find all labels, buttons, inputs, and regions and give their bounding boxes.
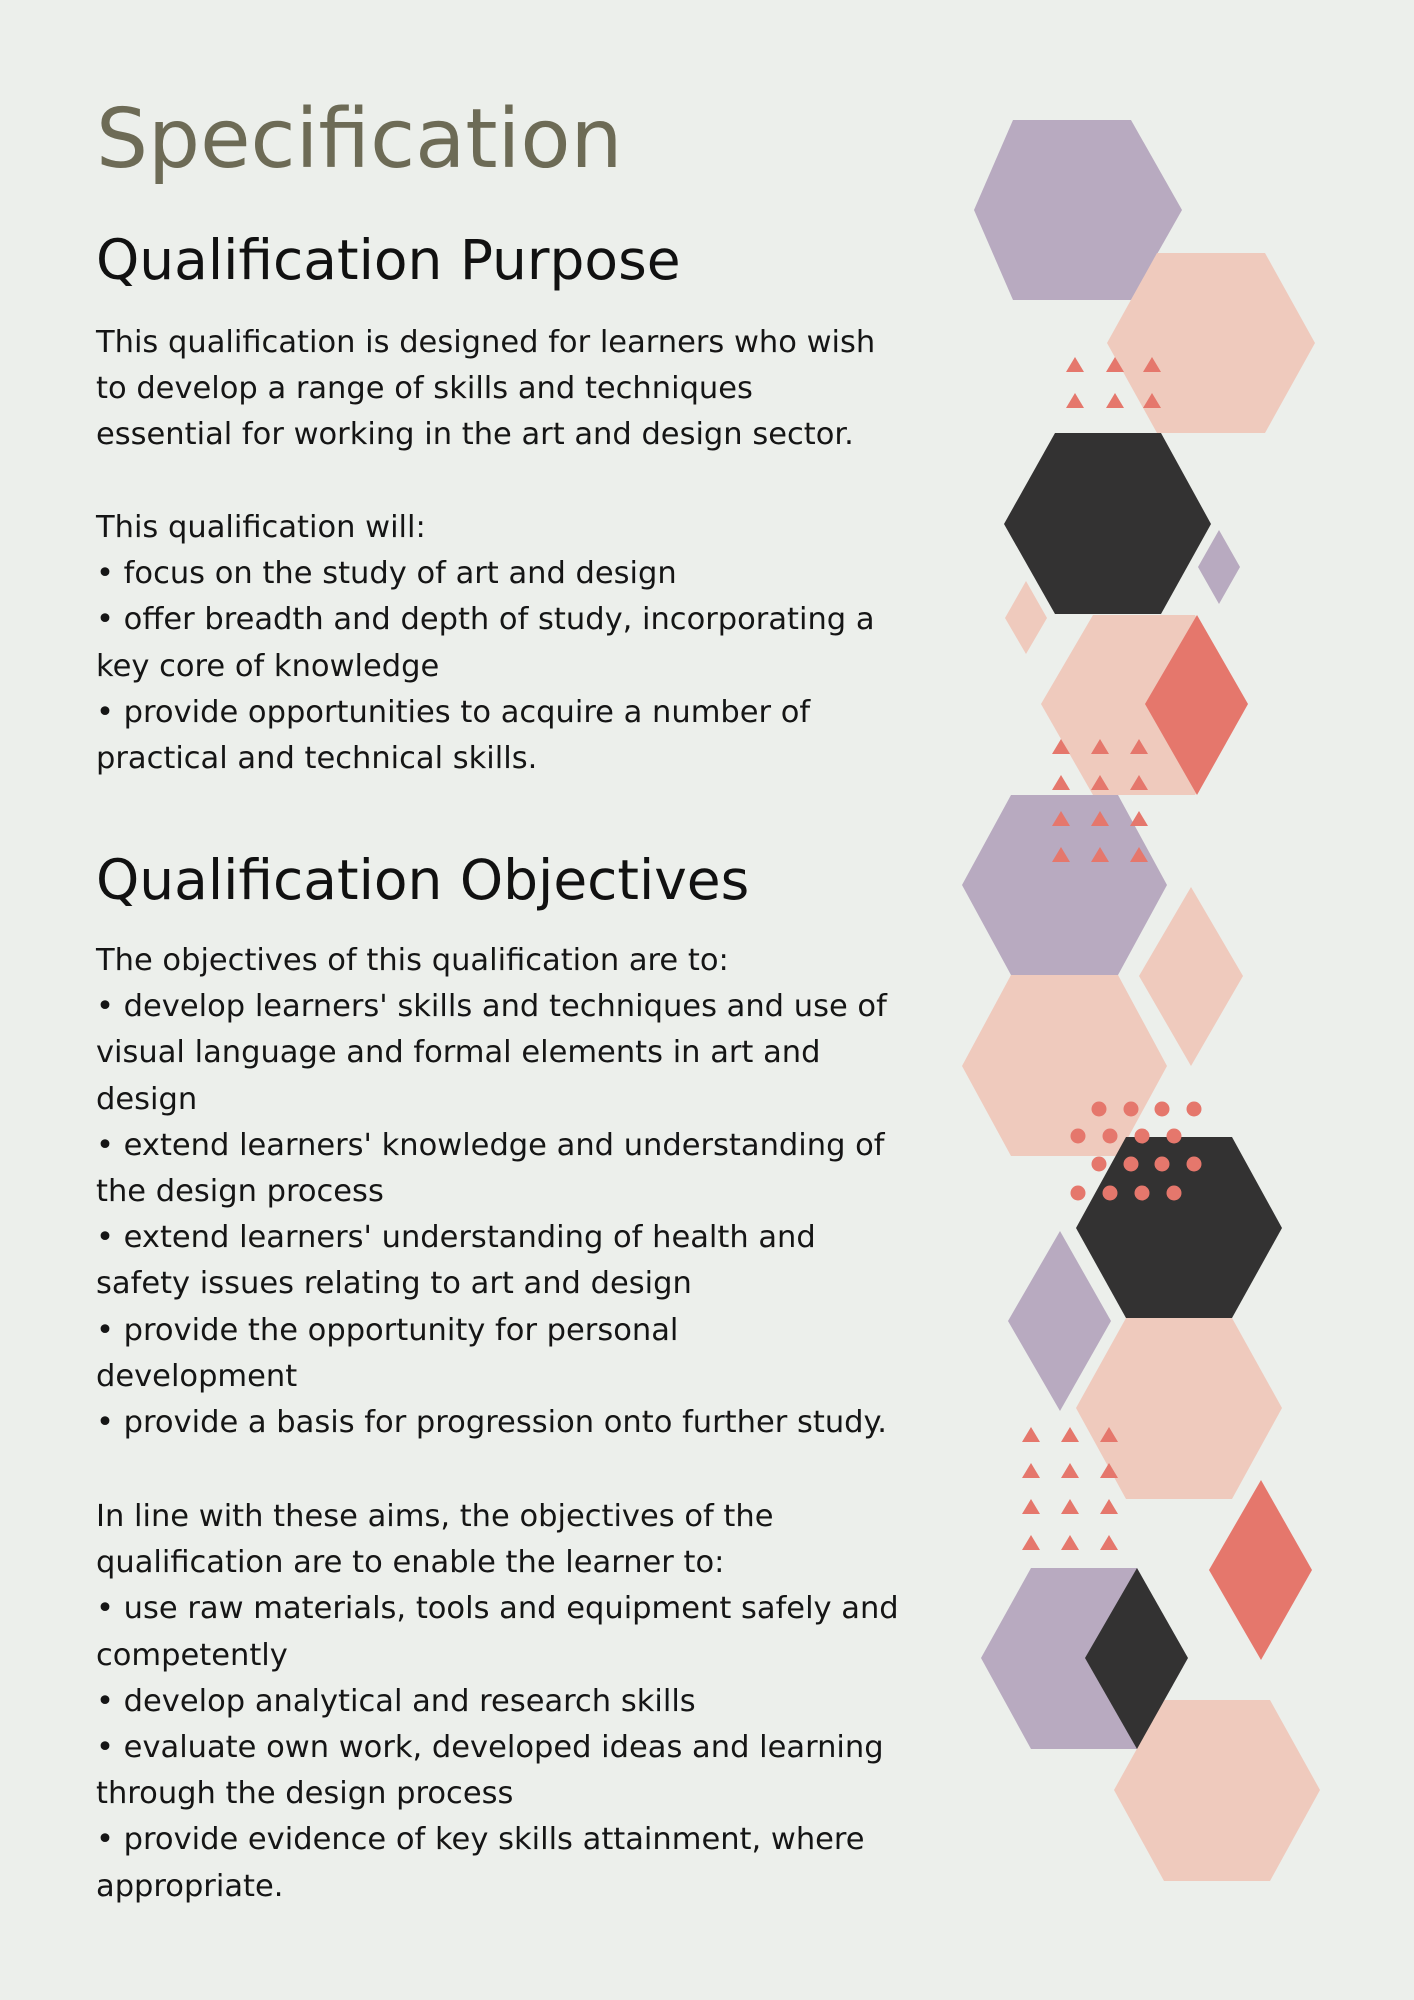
dot-mark — [1155, 1102, 1170, 1117]
text-line: through the design process — [96, 1776, 514, 1812]
triangle-mark — [1106, 393, 1124, 408]
list-item: • provide evidence of key skills attainment, where — [96, 1822, 865, 1858]
triangle-mark — [1130, 811, 1148, 826]
diamond-shape — [1198, 530, 1240, 604]
triangle-mark — [1061, 1499, 1079, 1514]
triangle-mark — [1100, 1499, 1118, 1514]
triangle-mark — [1066, 357, 1084, 372]
dot-mark — [1092, 1102, 1107, 1117]
text-line: appropriate. — [96, 1868, 284, 1904]
hexagon-shape — [962, 975, 1167, 1156]
page-title: Specification — [96, 92, 623, 187]
dot-mark — [1103, 1186, 1118, 1201]
text-line: visual language and formal elements in art and — [96, 1035, 821, 1071]
hexagon-shape — [1004, 433, 1211, 614]
text-line: to develop a range of skills and techniques — [96, 371, 753, 407]
dot-mark — [1167, 1129, 1182, 1144]
triangle-mark — [1061, 1535, 1079, 1550]
list-item: • develop analytical and research skills — [96, 1683, 696, 1719]
objectives-heading: Qualification Objectives — [96, 848, 750, 912]
triangle-mark — [1022, 1499, 1040, 1514]
triangle-mark — [1022, 1463, 1040, 1478]
triangle-mark — [1052, 775, 1070, 790]
text-line: the design process — [96, 1173, 384, 1209]
text-line: competently — [96, 1637, 288, 1673]
list-item: • offer breadth and depth of study, incorporating a — [96, 602, 875, 638]
list-item: • evaluate own work, developed ideas and learning — [96, 1729, 884, 1765]
list-item: • provide the opportunity for personal — [96, 1312, 679, 1348]
dot-mark — [1103, 1129, 1118, 1144]
list-item: • provide opportunities to acquire a number of — [96, 694, 811, 730]
purpose-heading: Qualification Purpose — [96, 228, 681, 292]
text-line: essential for working in the art and design sector. — [96, 417, 854, 453]
dot-mark — [1124, 1102, 1139, 1117]
dot-mark — [1124, 1157, 1139, 1172]
list-item: • use raw materials, tools and equipment safely and — [96, 1591, 899, 1627]
dot-mark — [1071, 1129, 1086, 1144]
list-item: • provide a basis for progression onto further study. — [96, 1404, 887, 1440]
diamond-shape — [1005, 581, 1047, 654]
list-item: • develop learners' skills and techniques and use of — [96, 989, 887, 1025]
dot-mark — [1187, 1102, 1202, 1117]
list-item: • extend learners' understanding of health and — [96, 1220, 816, 1256]
list-item: • extend learners' knowledge and understanding of — [96, 1127, 885, 1163]
triangle-mark — [1066, 393, 1084, 408]
text-line: practical and technical skills. — [96, 740, 538, 776]
dot-mark — [1187, 1157, 1202, 1172]
dot-mark — [1135, 1129, 1150, 1144]
text-line: design — [96, 1081, 198, 1117]
text-line: In line with these aims, the objectives of the — [96, 1499, 774, 1534]
text-line: development — [96, 1358, 298, 1394]
dot-mark — [1167, 1186, 1182, 1201]
diamond-shape — [1139, 887, 1243, 1066]
triangle-mark — [1022, 1535, 1040, 1550]
dot-mark — [1071, 1186, 1086, 1201]
text-line: The objectives of this qualification are to: — [96, 943, 729, 978]
triangle-mark — [1022, 1427, 1040, 1442]
triangle-mark — [1061, 1427, 1079, 1442]
text-line: This qualification will: — [96, 510, 426, 545]
text-line: This qualification is designed for learners who wish — [96, 325, 876, 360]
text-line: qualification are to enable the learner to: — [96, 1545, 725, 1581]
dot-mark — [1155, 1157, 1170, 1172]
diamond-shape — [1209, 1480, 1312, 1660]
text-line: key core of knowledge — [96, 648, 440, 684]
triangle-mark — [1100, 1535, 1118, 1550]
list-item: • focus on the study of art and design — [96, 556, 677, 592]
text-line: safety issues relating to art and design — [96, 1266, 692, 1302]
dot-mark — [1135, 1186, 1150, 1201]
triangle-mark — [1061, 1463, 1079, 1478]
dot-mark — [1092, 1157, 1107, 1172]
hexagon-shape — [1076, 1137, 1282, 1318]
